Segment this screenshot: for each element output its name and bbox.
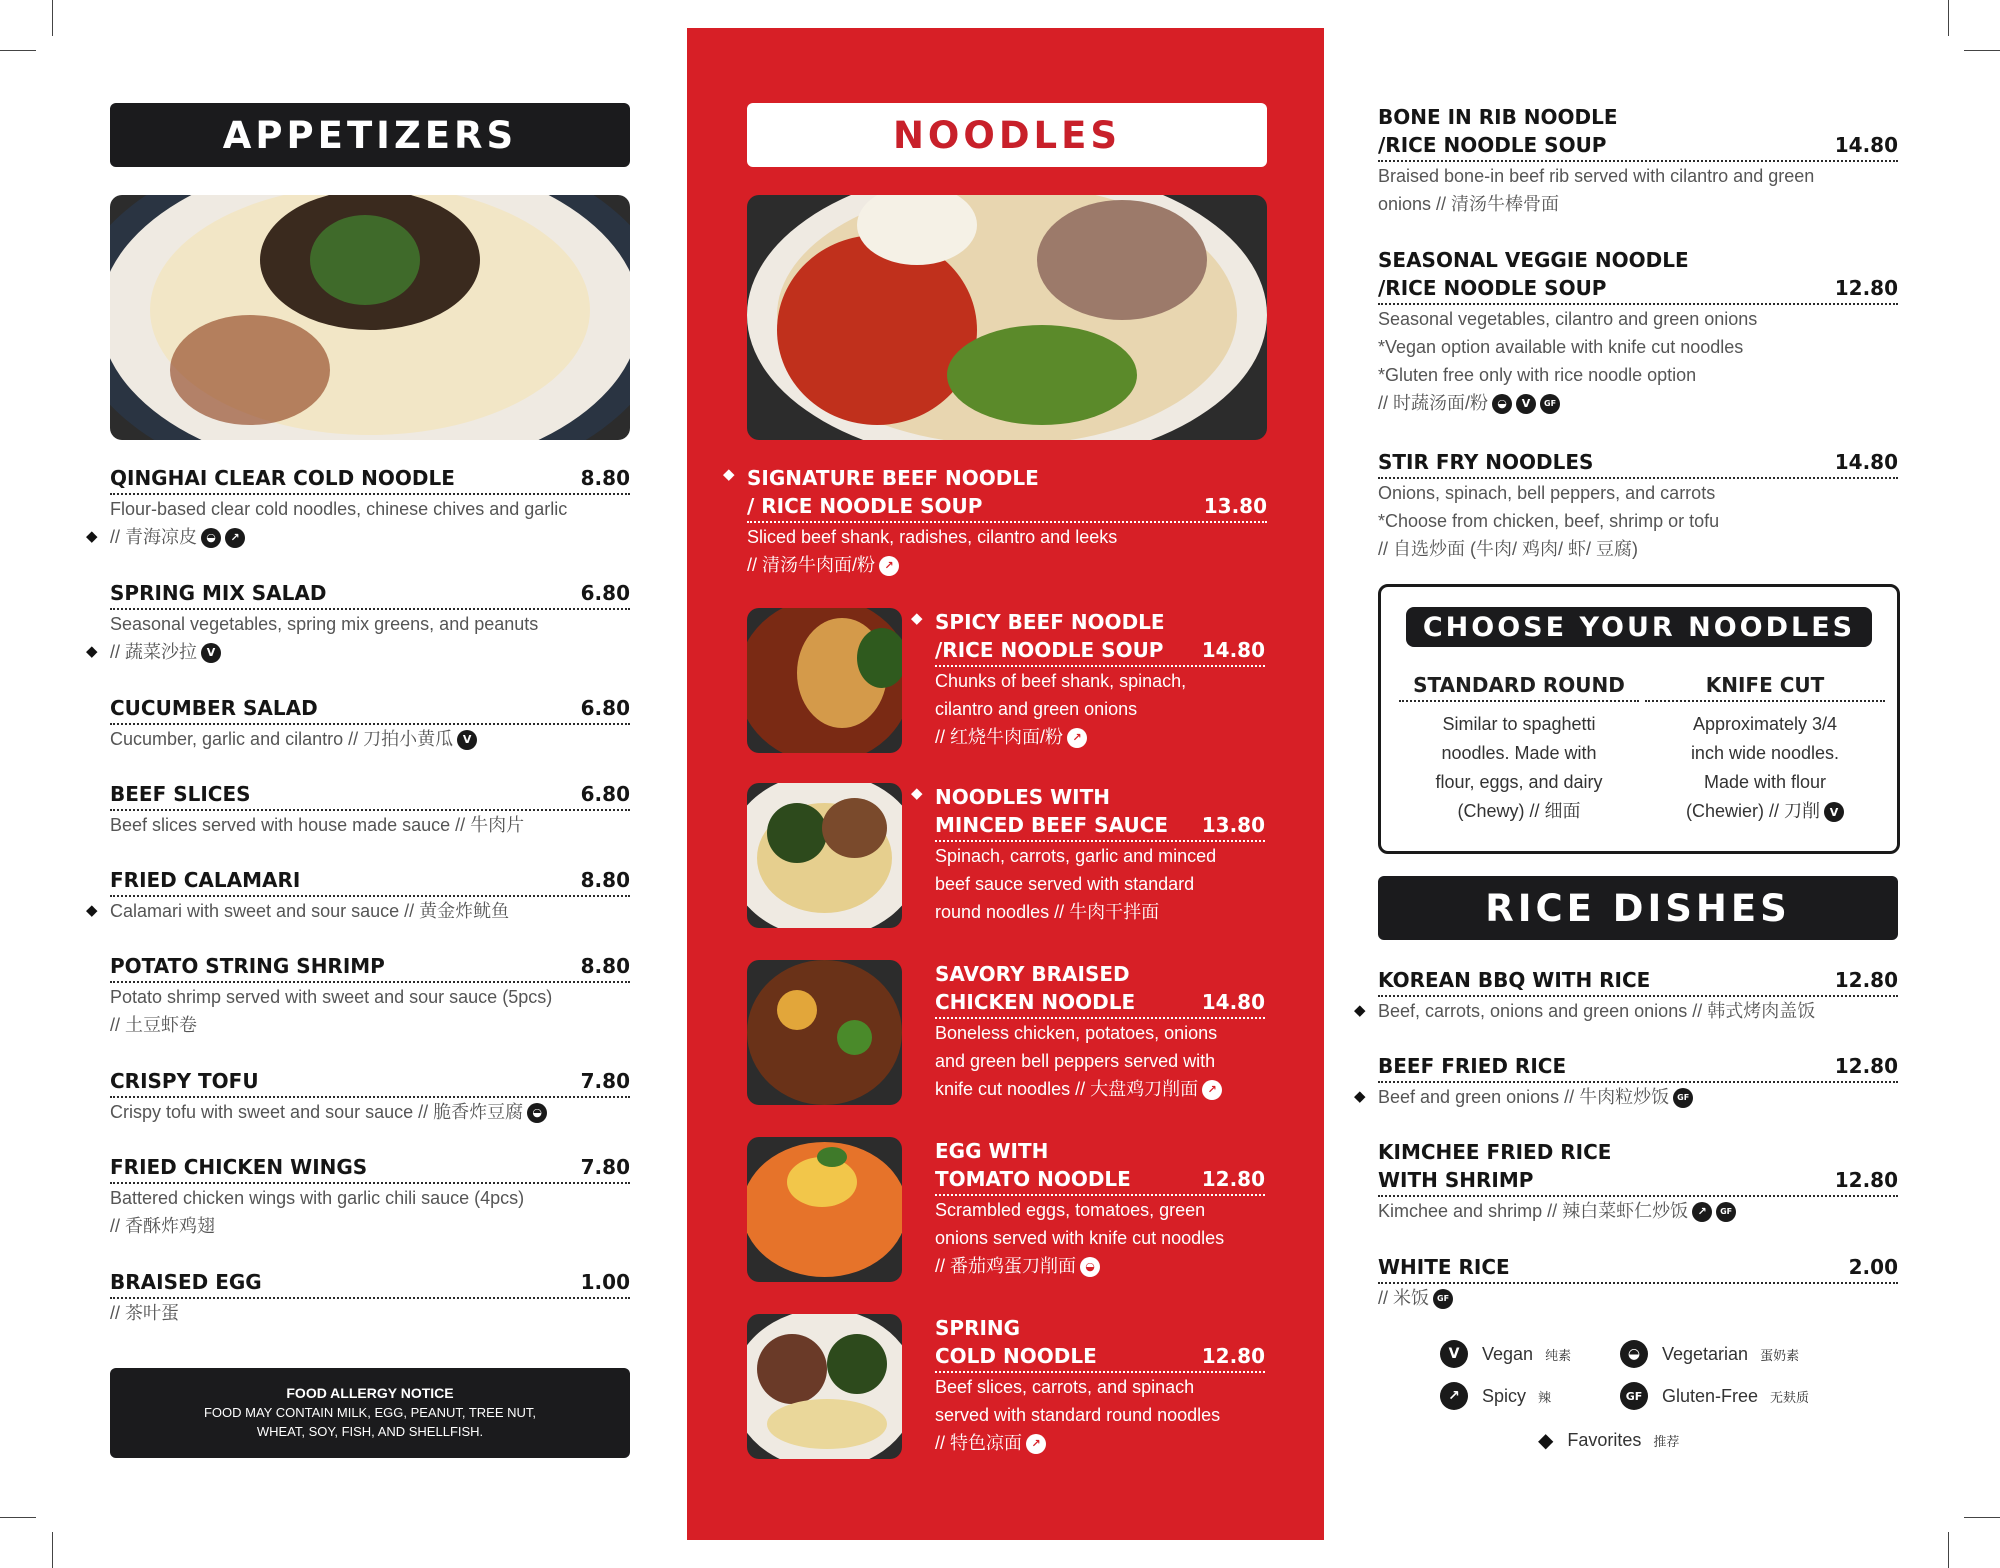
- item-description: Beef slices, carrots, and spinach: [935, 1377, 1195, 1397]
- item-name: SEASONAL VEGGIE NOODLE: [1378, 248, 1689, 272]
- item-price: 13.80: [1201, 813, 1265, 837]
- item-chinese-name: // 米饭: [1378, 1288, 1430, 1308]
- rice-dishes-banner: RICE DISHES: [1378, 876, 1898, 940]
- noodles-banner: NOODLES: [747, 103, 1267, 167]
- menu-item[interactable]: [86, 866, 630, 925]
- menu-item[interactable]: [1378, 1138, 1898, 1225]
- option-text: noodles. Made with: [1441, 743, 1597, 763]
- item-chinese-name: // 香酥炸鸡翅: [110, 1216, 216, 1236]
- option-text: Similar to spaghetti: [1442, 714, 1596, 734]
- crop-mark: [52, 0, 53, 36]
- item-description: round noodles // 牛肉干拌面: [935, 902, 1160, 922]
- allergy-line: WHEAT, SOY, FISH, AND SHELLFISH.: [256, 1424, 484, 1439]
- item-price: 14.80: [1201, 990, 1265, 1014]
- menu-item[interactable]: [1378, 246, 1898, 417]
- menu-item[interactable]: [911, 783, 1265, 926]
- item-description: Sliced beef shank, radishes, cilantro and leeks: [747, 527, 1118, 547]
- item-price: 14.80: [1834, 133, 1898, 157]
- item-price: 6.80: [580, 581, 630, 605]
- item-name: ◆ SPICY BEEF NOODLE: [935, 608, 1265, 636]
- item-price: 8.80: [580, 868, 630, 892]
- item-price: 1.00: [580, 1270, 630, 1294]
- menu-item[interactable]: [110, 952, 630, 1039]
- spicy-icon: ↗: [1067, 728, 1087, 748]
- allergy-line: FOOD MAY CONTAIN MILK, EGG, PEANUT, TREE NUT,: [203, 1405, 537, 1420]
- vegetarian-icon: ◒: [1080, 1257, 1100, 1277]
- menu-item[interactable]: [1354, 1052, 1898, 1111]
- legend-gluten-free: GF Gluten-Free 无麸质: [1620, 1382, 1809, 1410]
- item-name: SPRING MIX SALAD: [110, 581, 327, 605]
- menu-item[interactable]: [935, 1137, 1265, 1280]
- menu-item[interactable]: [1378, 448, 1898, 563]
- food-allergy-notice: [110, 1368, 630, 1458]
- favorite-icon: ◆: [86, 528, 98, 545]
- vegan-icon: V: [201, 643, 221, 663]
- spicy-icon: ↗: [879, 556, 899, 576]
- option-text: Approximately 3/4: [1692, 714, 1838, 734]
- item-description: Cucumber, garlic and cilantro // 刀拍小黄瓜: [110, 729, 454, 749]
- item-price: 8.80: [580, 954, 630, 978]
- favorite-icon: ◆: [723, 465, 735, 483]
- item-price: 7.80: [580, 1069, 630, 1093]
- legend-vegetarian: ◒ Vegetarian 蛋奶素: [1620, 1340, 1799, 1368]
- gluten-free-icon: GF: [1540, 394, 1560, 414]
- item-name: BEEF SLICES: [110, 782, 251, 806]
- item-description: *Gluten free only with rice noodle option: [1378, 365, 1697, 385]
- menu-item[interactable]: [110, 1153, 630, 1240]
- legend-spicy: ↗ Spicy 辣: [1440, 1382, 1551, 1410]
- item-description: Beef slices served with house made sauce // 牛肉片: [110, 815, 525, 835]
- item-price: 14.80: [1201, 638, 1265, 662]
- crop-mark: [1948, 1532, 1949, 1568]
- item-price: 12.80: [1834, 1054, 1898, 1078]
- menu-item[interactable]: [110, 780, 630, 839]
- item-description: Calamari with sweet and sour sauce // 黄金炸鱿鱼: [110, 901, 510, 921]
- item-name: BRAISED EGG: [110, 1270, 262, 1294]
- item-chinese-name: // 青海凉皮: [110, 527, 198, 547]
- item-description: Seasonal vegetables, spring mix greens, and peanuts: [110, 614, 539, 634]
- item-price: 12.80: [1834, 968, 1898, 992]
- gluten-free-icon: GF: [1433, 1289, 1453, 1309]
- gluten-free-icon: GF: [1620, 1382, 1648, 1410]
- menu-item[interactable]: [935, 960, 1265, 1103]
- item-price: 13.80: [1203, 494, 1267, 518]
- vegetarian-icon: ◒: [1620, 1340, 1648, 1368]
- item-description: and green bell peppers served with: [935, 1051, 1216, 1071]
- item-description: Scrambled eggs, tomatoes, green: [935, 1200, 1206, 1220]
- vegan-icon: V: [1824, 802, 1844, 822]
- vegetarian-icon: ◒: [201, 528, 221, 548]
- option-text: Made with flour: [1703, 772, 1827, 792]
- item-name: STIR FRY NOODLES: [1378, 450, 1594, 474]
- menu-item[interactable]: [935, 1314, 1265, 1457]
- menu-item[interactable]: [1378, 1253, 1898, 1312]
- item-name: CRISPY TOFU: [110, 1069, 259, 1093]
- item-price: 12.80: [1834, 1168, 1898, 1192]
- item-name-line2: / RICE NOODLE SOUP: [747, 494, 983, 518]
- item-name: SPRING: [935, 1316, 1021, 1340]
- item-chinese-name: // 番茄鸡蛋刀削面: [935, 1256, 1077, 1276]
- item-name-line2: /RICE NOODLE SOUP: [935, 638, 1164, 662]
- item-price: 8.80: [580, 466, 630, 490]
- choose-your-noodles-box: [1378, 584, 1900, 854]
- option-text: (Chewy) // 细面: [1457, 801, 1581, 821]
- menu-item[interactable]: [86, 579, 630, 666]
- item-chinese-name: // 清汤牛肉面/粉: [747, 555, 876, 575]
- item-description: onions served with knife cut noodles: [935, 1228, 1225, 1248]
- menu-item[interactable]: [911, 608, 1265, 751]
- item-name: CUCUMBER SALAD: [110, 696, 318, 720]
- legend-vegan: V Vegan 纯素: [1440, 1340, 1571, 1368]
- item-name: EGG WITH: [935, 1139, 1049, 1163]
- item-chinese-name: // 红烧牛肉面/粉: [935, 727, 1064, 747]
- spicy-beef-noodle-photo: [747, 608, 902, 753]
- item-description: beef sauce served with standard: [935, 874, 1195, 894]
- item-description: Crispy tofu with sweet and sour sauce // 脆香炸豆腐: [110, 1102, 524, 1122]
- menu-item[interactable]: [1378, 103, 1898, 218]
- item-chinese-name: // 自选炒面 (牛肉/ 鸡肉/ 虾/ 豆腐): [1378, 539, 1638, 559]
- spicy-icon: ↗: [1440, 1382, 1468, 1410]
- item-name-line2: /RICE NOODLE SOUP: [1378, 276, 1607, 300]
- appetizers-banner: APPETIZERS: [110, 103, 630, 167]
- item-name-line2: COLD NOODLE: [935, 1344, 1097, 1368]
- item-name: FRIED CHICKEN WINGS: [110, 1155, 368, 1179]
- vegan-icon: V: [457, 730, 477, 750]
- favorite-icon: ◆: [1354, 1088, 1366, 1105]
- item-description: Onions, spinach, bell peppers, and carrots: [1378, 483, 1716, 503]
- favorite-icon: ◆: [911, 609, 923, 627]
- crop-mark: [52, 1532, 53, 1568]
- item-description: cilantro and green onions: [935, 699, 1138, 719]
- item-chinese-name: // 土豆虾卷: [110, 1015, 198, 1035]
- item-description: Flour-based clear cold noodles, chinese chives and garlic: [110, 499, 568, 519]
- item-name: SAVORY BRAISED: [935, 962, 1130, 986]
- item-description: Beef and green onions // 牛肉粒炒饭: [1378, 1087, 1670, 1107]
- spicy-icon: ↗: [1692, 1202, 1712, 1222]
- item-description: Chunks of beef shank, spinach,: [935, 671, 1187, 691]
- vegetarian-icon: ◒: [527, 1103, 547, 1123]
- item-name-line2: CHICKEN NOODLE: [935, 990, 1136, 1014]
- item-price: 12.80: [1834, 276, 1898, 300]
- item-price: 12.80: [1201, 1344, 1265, 1368]
- vegan-icon: V: [1440, 1340, 1468, 1368]
- item-name-line2: MINCED BEEF SAUCE: [935, 813, 1169, 837]
- item-name-line2: /RICE NOODLE SOUP: [1378, 133, 1607, 157]
- option-text: (Chewier) // 刀削: [1685, 801, 1820, 821]
- item-name: WHITE RICE: [1378, 1255, 1510, 1279]
- item-name-line2: TOMATO NOODLE: [935, 1167, 1131, 1191]
- item-name: KIMCHEE FRIED RICE: [1378, 1140, 1612, 1164]
- item-name: BONE IN RIB NOODLE: [1378, 105, 1618, 129]
- crop-mark: [0, 50, 36, 51]
- legend-favorites: ◆ Favorites 推荐: [1538, 1430, 1680, 1452]
- item-description: served with standard round noodles: [935, 1405, 1221, 1425]
- item-price: 7.80: [580, 1155, 630, 1179]
- item-description: Spinach, carrots, garlic and minced: [935, 846, 1217, 866]
- item-name: BEEF FRIED RICE: [1378, 1054, 1567, 1078]
- item-description: Seasonal vegetables, cilantro and green onions: [1378, 309, 1758, 329]
- menu-item[interactable]: [110, 694, 630, 753]
- crop-mark: [1964, 1517, 2000, 1518]
- favorite-icon: ◆: [911, 784, 923, 802]
- spicy-icon: ↗: [1026, 1434, 1046, 1454]
- item-description: onions // 清汤牛棒骨面: [1378, 194, 1560, 214]
- item-name: FRIED CALAMARI: [110, 868, 301, 892]
- cold-noodle-photo: [110, 195, 630, 440]
- item-description: Braised bone-in beef rib served with cilantro and green: [1378, 166, 1815, 186]
- item-description: Battered chicken wings with garlic chili sauce (4pcs): [110, 1188, 525, 1208]
- item-description: Boneless chicken, potatoes, onions: [935, 1023, 1218, 1043]
- item-name-line2: WITH SHRIMP: [1378, 1168, 1534, 1192]
- item-name: ◆ SIGNATURE BEEF NOODLE: [747, 464, 1267, 492]
- gluten-free-icon: GF: [1716, 1202, 1736, 1222]
- menu-item[interactable]: [723, 464, 1267, 579]
- choose-noodles-title: CHOOSE YOUR NOODLES: [1406, 607, 1872, 647]
- option-heading: STANDARD ROUND: [1399, 673, 1639, 702]
- braised-chicken-noodle-photo: [747, 960, 902, 1105]
- item-chinese-name: // 蔬菜沙拉: [110, 642, 198, 662]
- menu-item[interactable]: [110, 1067, 630, 1126]
- item-price: 2.00: [1848, 1255, 1898, 1279]
- vegan-icon: V: [1516, 394, 1536, 414]
- standard-round-option: [1399, 673, 1639, 826]
- favorite-icon: ◆: [86, 902, 98, 919]
- item-name: POTATO STRING SHRIMP: [110, 954, 385, 978]
- item-price: 6.80: [580, 782, 630, 806]
- item-description: *Choose from chicken, beef, shrimp or tofu: [1378, 511, 1720, 531]
- item-description: *Vegan option available with knife cut noodles: [1378, 337, 1744, 357]
- knife-cut-option: [1645, 673, 1885, 826]
- item-price: 14.80: [1834, 450, 1898, 474]
- spring-cold-noodle-photo: [747, 1314, 902, 1459]
- minced-beef-noodle-photo: [747, 783, 902, 928]
- menu-item[interactable]: [86, 464, 630, 551]
- item-price: 6.80: [580, 696, 630, 720]
- beef-noodle-soup-photo: [747, 195, 1267, 440]
- gluten-free-icon: GF: [1673, 1088, 1693, 1108]
- option-text: flour, eggs, and dairy: [1435, 772, 1603, 792]
- crop-mark: [1948, 0, 1949, 36]
- item-description: Kimchee and shrimp // 辣白菜虾仁炒饭: [1378, 1201, 1689, 1221]
- item-name: ◆ NOODLES WITH: [935, 783, 1265, 811]
- menu-item[interactable]: [1354, 966, 1898, 1025]
- favorite-icon: ◆: [86, 643, 98, 660]
- option-text: inch wide noodles.: [1690, 743, 1840, 763]
- favorite-icon: ◆: [1354, 1002, 1366, 1019]
- crop-mark: [0, 1517, 36, 1518]
- item-chinese-name: // 特色凉面: [935, 1433, 1023, 1453]
- crop-mark: [1964, 50, 2000, 51]
- item-price: 12.80: [1201, 1167, 1265, 1191]
- option-heading: KNIFE CUT: [1645, 673, 1885, 702]
- spicy-icon: ↗: [225, 528, 245, 548]
- allergy-title: FOOD ALLERGY NOTICE: [286, 1385, 454, 1401]
- menu-item[interactable]: [110, 1268, 630, 1327]
- item-description: knife cut noodles // 大盘鸡刀削面: [935, 1079, 1199, 1099]
- item-description: // 茶叶蛋: [110, 1303, 180, 1323]
- item-name: KOREAN BBQ WITH RICE: [1378, 968, 1651, 992]
- vegetarian-icon: ◒: [1492, 394, 1512, 414]
- item-description: Potato shrimp served with sweet and sour sauce (5pcs): [110, 987, 553, 1007]
- item-description: Beef, carrots, onions and green onions // 韩式烤肉盖饭: [1378, 1001, 1816, 1021]
- item-name: QINGHAI CLEAR COLD NOODLE: [110, 466, 455, 490]
- egg-tomato-noodle-photo: [747, 1137, 902, 1282]
- item-chinese-name: // 时蔬汤面/粉: [1378, 393, 1489, 413]
- favorite-icon: ◆: [1538, 1430, 1554, 1452]
- spicy-icon: ↗: [1202, 1080, 1222, 1100]
